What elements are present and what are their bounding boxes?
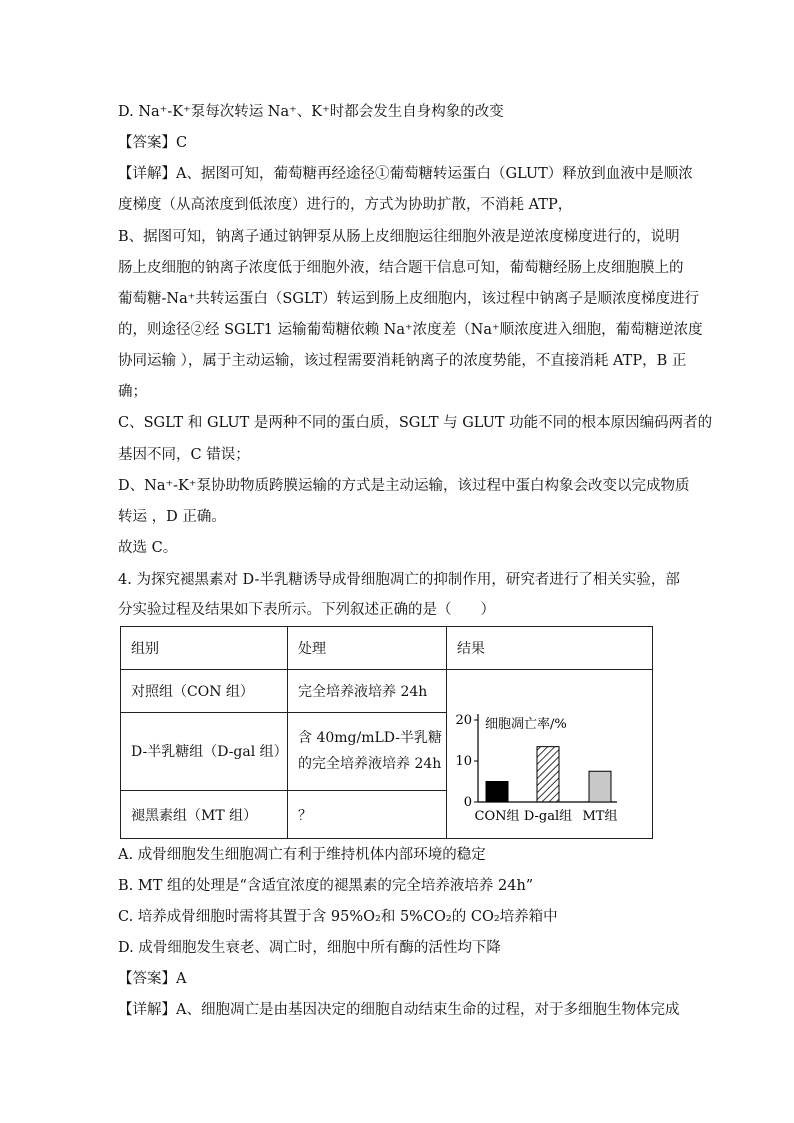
line-top-8: 协同运输 ），属于主动运输，该过程需要消耗钠离子的浓度势能，不直接消耗 ATP，B 正 xyxy=(118,353,687,369)
header-result: 结果 xyxy=(447,627,653,670)
question-4-line-2: 分实验过程及结果如下表所示。下列叙述正确的是（ ） xyxy=(118,602,495,618)
category-label: D-gal组 xyxy=(523,809,573,824)
treatment-cell xyxy=(288,712,447,791)
apoptosis-bar-chart xyxy=(447,670,650,834)
line-top-9: 确； xyxy=(118,384,147,400)
group-cell: D-半乳糖组（D-gal 组） xyxy=(121,712,288,791)
option-b: B. MT 组的处理是“含适宜浓度的褪黑素的完全培养液培养 24h” xyxy=(118,878,534,894)
line-top-0: D. Na⁺-K⁺泵每次转运 Na⁺、K⁺时都会发生自身构象的改变 xyxy=(118,104,504,120)
table-header-row xyxy=(121,627,653,670)
y-tick-label: 0 xyxy=(463,795,472,810)
line-top-4: B、据图可知，钠离子通过钠钾泵从肠上皮细胞运往细胞外液是逆浓度梯度进行的，说明 xyxy=(118,229,680,245)
bar xyxy=(589,771,611,802)
header-treatment: 处理 xyxy=(288,627,447,670)
explanation-line: 【详解】A、细胞凋亡是由基因决定的细胞自动结束生命的过程，对于多细胞生物体完成 xyxy=(118,1002,680,1018)
line-top-11: 基因不同，C 错误； xyxy=(118,447,250,463)
answer-label: 【答案】A xyxy=(118,971,187,987)
line-top-12: D、Na⁺-K⁺泵协助物质跨膜运输的方式是主动运输，该过程中蛋白构象会改变以完成物质 xyxy=(118,478,690,494)
category-label: CON组 xyxy=(474,809,520,824)
result-chart-cell xyxy=(447,670,653,839)
group-cell: 褪黑素组（MT 组） xyxy=(121,791,288,839)
option-a: A. 成骨细胞发生细胞凋亡有利于维持机体内部环境的稳定 xyxy=(118,847,486,863)
line-top-1: 【答案】C xyxy=(118,135,188,151)
line-top-10: C、SGLT 和 GLUT 是两种不同的蛋白质，SGLT 与 GLUT 功能不同的根本原因编码两者的 xyxy=(118,415,713,431)
option-c: C. 培养成骨细胞时需将其置于含 95%O₂和 5%CO₂的 CO₂培养箱中 xyxy=(118,909,558,925)
line-top-3: 度梯度（从高浓度到低浓度）进行的，方式为协助扩散，不消耗 ATP， xyxy=(118,197,573,213)
treatment-cell: ？ xyxy=(288,791,447,839)
bar xyxy=(486,782,508,803)
header-group: 组别 xyxy=(121,627,288,670)
y-tick-label: 10 xyxy=(455,754,472,769)
line-top-5: 肠上皮细胞的钠离子浓度低于细胞外液，结合题干信息可知，葡萄糖经肠上皮细胞膜上的 xyxy=(118,260,684,276)
table-row xyxy=(121,670,653,713)
bar xyxy=(537,747,559,802)
question-4-line-1: 4. 为探究褪黑素对 D-半乳糖诱导成骨细胞凋亡的抑制作用，研究者进行了相关实验，部 xyxy=(118,572,680,588)
treatment-line: 的完全培养液培养 24h xyxy=(298,756,442,773)
line-top-7: 的，则途径②经 SGLT1 运输葡萄糖依赖 Na⁺浓度差（Na⁺顺浓度进入细胞，葡萄糖逆浓度 xyxy=(118,322,703,338)
experiment-table xyxy=(120,626,653,839)
line-top-2: 【详解】A、据图可知，葡萄糖再经途径①葡萄糖转运蛋白（GLUT）释放到血液中是顺浓 xyxy=(118,166,693,182)
category-label: MT组 xyxy=(582,809,618,824)
line-top-13: 转运 ，D 正确。 xyxy=(118,509,226,525)
y-axis-label: 细胞凋亡率/% xyxy=(485,717,567,732)
line-top-14: 故选 C。 xyxy=(118,540,178,556)
line-top-6: 葡萄糖-Na⁺共转运蛋白（SGLT）转运到肠上皮细胞内，该过程中钠离子是顺浓度梯度进行 xyxy=(118,291,700,307)
y-tick-label: 20 xyxy=(455,713,472,728)
option-d: D. 成骨细胞发生衰老、凋亡时，细胞中所有酶的活性均下降 xyxy=(118,940,501,956)
treatment-cell: 完全培养液培养 24h xyxy=(288,670,447,713)
group-cell: 对照组（CON 组） xyxy=(121,670,288,713)
treatment-line: 含 40mg/mLD-半乳糖 xyxy=(298,730,443,747)
